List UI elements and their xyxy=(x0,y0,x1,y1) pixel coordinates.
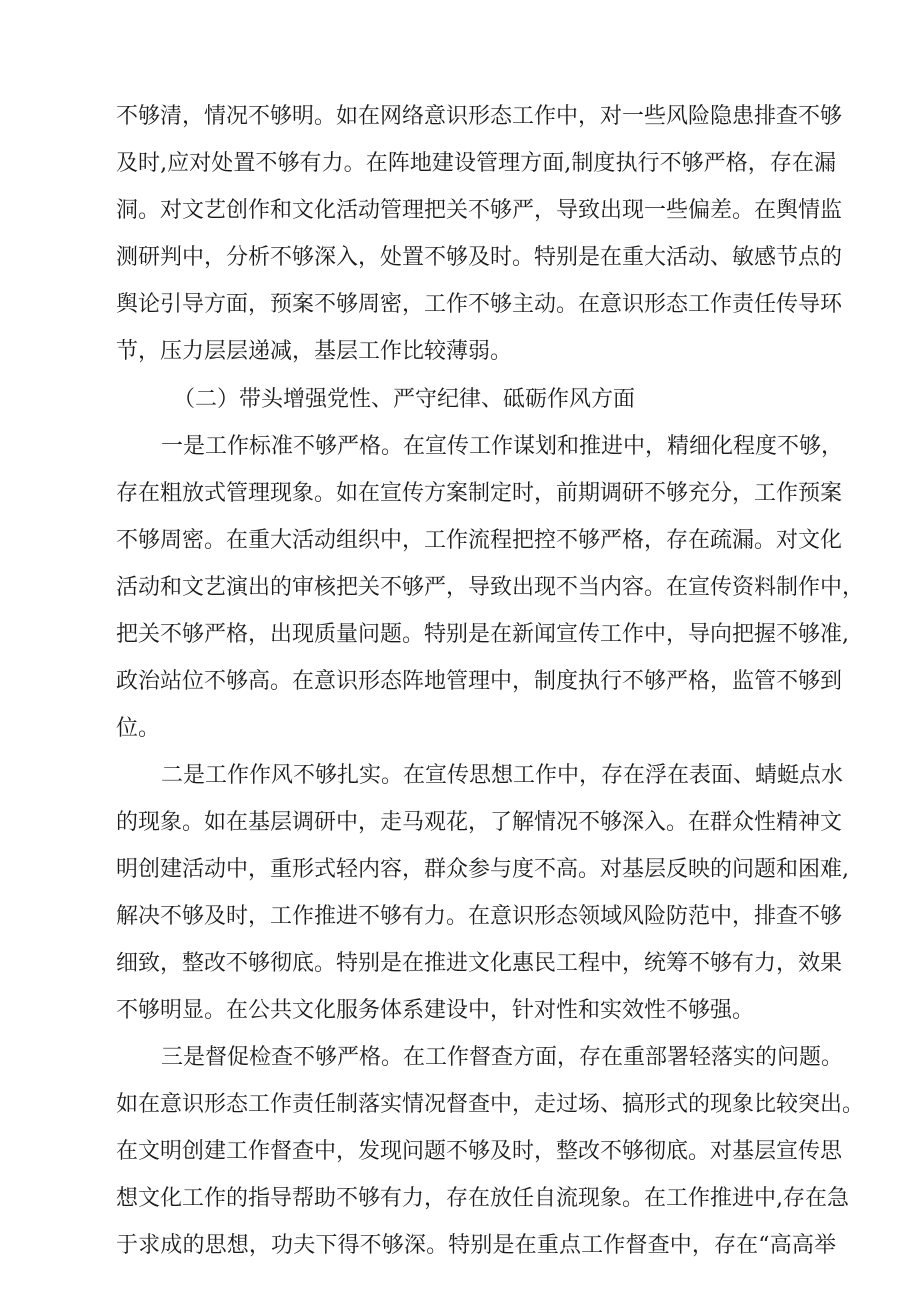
text-line: 舆论引导方面，预案不够周密，工作不够主动。在意识形态工作责任传导环 xyxy=(116,292,843,317)
text-line: 在文明创建工作督查中，发现问题不够及时，整改不够彻底。对基层宣传思 xyxy=(116,1139,843,1164)
text-line: 解决不够及时，工作推进不够有力。在意识形态领域风险防范中，排查不够 xyxy=(116,904,843,929)
text-line: 细致，整改不够彻底。特别是在推进文化惠民工程中，统筹不够有力，效果 xyxy=(116,951,843,976)
text-line: 不够周密。在重大活动组织中，工作流程把控不够严格，存在疏漏。对文化 xyxy=(116,528,843,553)
text-line: 不够明显。在公共文化服务体系建设中，针对性和实效性不够强。 xyxy=(116,998,755,1023)
text-line: 位。 xyxy=(116,716,161,741)
text-line: 如在意识形态工作责任制落实情况督查中，走过场、搞形式的现象比较突出。 xyxy=(116,1092,865,1117)
text-line: 活动和文艺演出的审核把关不够严，导致出现不当内容。在宣传资料制作中， xyxy=(116,575,865,600)
text-line: 于求成的思想，功夫下得不够深。特别是在重点工作督查中，存在“高高举 xyxy=(116,1233,836,1258)
text-line: 二是工作作风不够扎实。在宣传思想工作中，存在浮在表面、蜻蜓点水 xyxy=(161,763,844,788)
text-line: 测研判中，分析不够深入，处置不够及时。特别是在重大活动、敏感节点的 xyxy=(116,245,843,270)
section-heading: （二）带头增强党性、严守纪律、砥砺作风方面 xyxy=(173,387,636,412)
text-line: 一是工作标准不够严格。在宣传工作谋划和推进中，精细化程度不够， xyxy=(161,434,844,459)
text-line: 节，压力层层递减，基层工作比较薄弱。 xyxy=(116,339,513,364)
text-line: 的现象。如在基层调研中，走马观花，了解情况不够深入。在群众性精神文 xyxy=(116,810,843,835)
text-line: 想文化工作的指导帮助不够有力，存在放任自流现象。在工作推进中,存在急 xyxy=(116,1186,849,1211)
text-line: 三是督促检查不够严格。在工作督查方面，存在重部署轻落实的问题。 xyxy=(161,1045,844,1070)
text-line: 存在粗放式管理现象。如在宣传方案制定时，前期调研不够充分，工作预案 xyxy=(116,481,843,506)
text-line: 政治站位不够高。在意识形态阵地管理中，制度执行不够严格，监管不够到 xyxy=(116,669,843,694)
text-line: 明创建活动中，重形式轻内容，群众参与度不高。对基层反映的问题和困难, xyxy=(116,857,849,882)
text-line: 不够清，情况不够明。如在网络意识形态工作中，对一些风险隐患排查不够 xyxy=(116,104,843,129)
text-line: 及时,应对处置不够有力。在阵地建设管理方面,制度执行不够严格，存在漏 xyxy=(116,151,836,176)
text-line: 把关不够严格，出现质量问题。特别是在新闻宣传工作中，导向把握不够准, xyxy=(116,622,849,647)
text-line: 洞。对文艺创作和文化活动管理把关不够严，导致出现一些偏差。在舆情监 xyxy=(116,198,843,223)
